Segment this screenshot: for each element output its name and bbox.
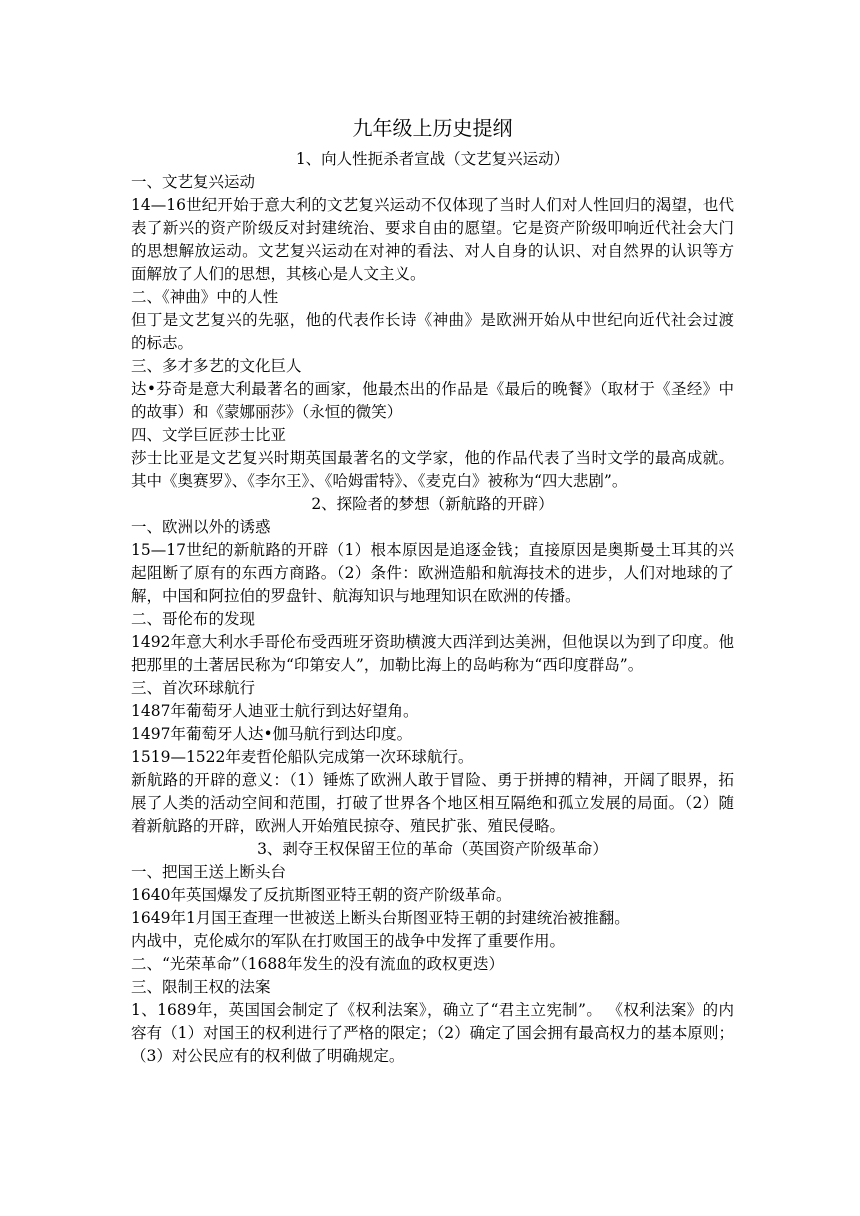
chapter-3-paragraph-1b: 1649年1月国王查理一世被送上断头台斯图亚特王朝的封建统治被推翻。: [131, 909, 630, 927]
chapter-1-heading-4: 四、文学巨匠莎士比亚: [131, 426, 287, 444]
chapter-1-paragraph-2: 但丁是文艺复兴的先驱，他的代表作长诗《神曲》是欧洲开始从中世纪向近代社会过渡的标志。: [131, 311, 734, 352]
chapter-1-heading-2: 二、《神曲》中的人性: [131, 288, 279, 306]
chapter-2-heading-1: 一、欧洲以外的诱惑: [131, 518, 271, 536]
document-title: 九年级上历史提纲: [352, 116, 513, 140]
chapter-1-heading-1: 一、文艺复兴运动: [131, 173, 256, 191]
chapter-3-paragraph-1c: 内战中，克伦威尔的军队在打败国王的战争中发挥了重要作用。: [131, 932, 566, 950]
chapter-2-paragraph-1: 15—17世纪的新航路的开辟（1）根本原因是追逐金钱；直接原因是奥斯曼土耳其的兴起阻断了原有的东西方商路。（2）条件：欧洲造船和航海技术的进步，人们对地球的了解，中国和阿拉伯的罗盘针、航海知识与地理知识在欧洲的传播。: [131, 541, 734, 605]
chapter-2-heading-2: 二、哥伦布的发现: [131, 610, 256, 628]
chapter-1-paragraph-4: 莎士比亚是文艺复兴时期英国最著名的文学家，他的作品代表了当时文学的最高成就。其中《奥赛罗》、《李尔王》、《哈姆雷特》、《麦克白》被称为“四大悲剧”。: [131, 449, 734, 490]
chapter-2-paragraph-4: 新航路的开辟的意义：（1）锤炼了欧洲人敢于冒险、勇于拼搏的精神，开阔了眼界，拓展了人类的活动空间和范围，打破了世界各个地区相互隔绝和孤立发展的局面。（2）随着新航路的开辟，欧洲人开始殖民掠夺、殖民扩张、殖民侵略。: [131, 771, 734, 835]
chapter-2-title: 2、探险者的梦想（新航路的开辟）: [311, 495, 554, 513]
chapter-1-title: 1、向人性扼杀者宣战（文艺复兴运动）: [295, 150, 570, 168]
chapter-3-paragraph-1a: 1640年英国爆发了反抗斯图亚特王朝的资产阶级革命。: [131, 886, 512, 904]
chapter-1-heading-3: 三、多才多艺的文化巨人: [131, 357, 302, 375]
chapter-1-paragraph-3: 达•芬奇是意大利最著名的画家，他最杰出的作品是《最后的晚餐》（取材于《圣经》中的故事）和《蒙娜丽莎》（永恒的微笑）: [131, 380, 734, 421]
chapter-2-heading-3: 三、首次环球航行: [131, 679, 256, 697]
chapter-3-title: 3、剥夺王权保留王位的革命（英国资产阶级革命）: [257, 840, 608, 858]
chapter-3-heading-1: 一、把国王送上断头台: [131, 863, 287, 881]
chapter-1: [131, 148, 734, 493]
chapter-3-paragraph-3: 1、1689年，英国国会制定了《权利法案》，确立了“君主立宪制”。 《权利法案》的内容有（1）对国王的权利进行了严格的限定；（2）确定了国会拥有最高权力的基本原则；（3）对公民应有的权利做了明确规定。: [131, 1001, 734, 1065]
chapter-2-paragraph-3b: 1497年葡萄牙人达•伽马航行到达印度。: [131, 725, 413, 743]
chapter-3-heading-2: 二、“光荣革命”（1688年发生的没有流血的政权更迭）: [131, 955, 505, 973]
chapter-2-paragraph-3c: 1519—1522年麦哲伦船队完成第一次环球航行。: [131, 748, 474, 766]
chapter-1-paragraph-1: 14—16世纪开始于意大利的文艺复兴运动不仅体现了当时人们对人性回归的渴望，也代表了新兴的资产阶级反对封建统治、要求自由的愿望。它是资产阶级叩响近代社会大门的思想解放运动。文艺复兴运动在对神的看法、对人自身的认识、对自然界的认识等方面解放了人们的思想，其核心是人文主义。: [131, 196, 734, 283]
chapter-3-heading-3: 三、限制王权的法案: [131, 978, 271, 996]
chapter-3: [131, 838, 734, 1068]
chapter-2-paragraph-3a: 1487年葡萄牙人迪亚士航行到达好望角。: [131, 702, 419, 720]
chapter-2-paragraph-2: 1492年意大利水手哥伦布受西班牙资助横渡大西洋到达美洲，但他误以为到了印度。他把那里的土著居民称为“印第安人”，加勒比海上的岛屿称为“西印度群岛”。: [131, 633, 734, 674]
chapter-2: [131, 493, 734, 838]
